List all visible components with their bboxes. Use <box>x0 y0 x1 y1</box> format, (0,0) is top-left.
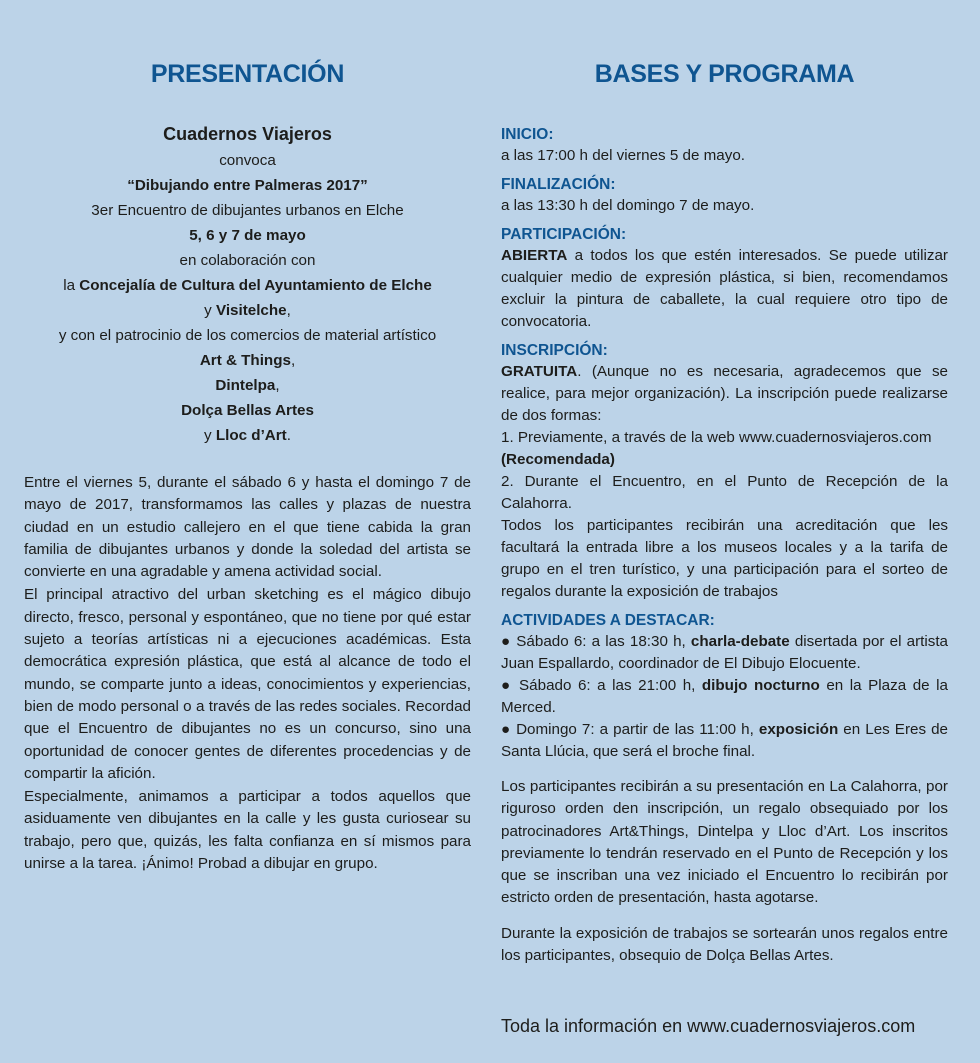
collab-text: en colaboración con <box>179 252 316 269</box>
closing-paragraph: Los participantes recibirán a su presentación en La Calahorra, por riguroso orden den inscripción, un regalo obsequiado por los patrocinadores Art&Things, Dintelpa y Lloc d’Art. Los inscritos previamente lo tendrán reservado en el Punto de Recepción y los que se inscriban una vez iniciado el Encuentro lo recibirán por estricto orden de presentación, hasta agotarse. <box>501 778 948 907</box>
comma: , <box>286 302 291 319</box>
activity-item <box>501 631 948 675</box>
organizer-name: Cuadernos Viajeros <box>163 124 332 144</box>
event-title: “Dibujando entre Palmeras 2017” <box>127 177 368 194</box>
sponsor-intro: y con el patrocinio de los comercios de material artístico <box>58 327 437 344</box>
actividades-section <box>501 611 948 763</box>
activity-detail: disertada por el artista Juan Espallardo, coordinador de El Dibujo Elocuente. <box>501 633 948 672</box>
inscripcion-text <box>501 361 948 427</box>
participacion-text <box>501 245 948 333</box>
body-paragraph: El principal atractivo del urban sketching es el mágico dibujo directo, fresco, personal y espontáneo, que no tiene por qué estar sujeto a teorías artísticas ni a ejecuciones académicas. Esta democrática expresión plástica, que está al alcance de todo el mundo, se comparte junto a ideas, conocimientos y experiencias, bien de modo personal o a través de las redes sociales. Recordad que el Encuentro de dibujantes no es un concurso, sino una oportunidad de conocer gentes de diferentes procedencias y de compartir la afición. <box>24 586 471 782</box>
sponsor-line-3 <box>24 398 471 423</box>
sponsor-line-4 <box>24 423 471 448</box>
activity-item <box>501 719 948 763</box>
period: . <box>286 427 291 444</box>
event-subtitle: 3er Encuentro de dibujantes urbanos en Elche <box>91 202 404 219</box>
participacion-rest: a todos los que estén interesados. Se puede utilizar cualquier medio de expresión plástica, si bien, recomendamos excluir la pintura de caballete, la cual requiere otro tipo de convocatoria. <box>501 247 948 330</box>
inscripcion-bold: GRATUITA <box>501 363 578 380</box>
inscripcion-option-2: 2. Durante el Encuentro, en el Punto de Recepción de la Calahorra. <box>501 473 948 512</box>
inscripcion-recommended: (Recomendada) <box>501 451 615 468</box>
comma: , <box>275 377 280 394</box>
collab-entity-line <box>24 273 471 298</box>
finalizacion-title: FINALIZACIÓN: <box>501 176 616 193</box>
presentacion-heading: PRESENTACIÓN <box>150 60 345 88</box>
finalizacion-text: a las 13:30 h del domingo 7 de mayo. <box>501 197 755 214</box>
and-text: y <box>204 427 216 444</box>
participacion-section <box>501 225 948 333</box>
comma: , <box>290 352 296 369</box>
activity-name: dibujo nocturno <box>701 677 820 694</box>
presentacion-column <box>24 56 471 876</box>
inscripcion-rest: . (Aunque no es necesaria, agradecemos que se realice, para mejor organización). La inscripción puede realizarse de dos formas: <box>501 363 948 424</box>
convoca-text: convoca <box>219 152 276 169</box>
body-paragraph: Especialmente, animamos a participar a todos aquellos que asiduamente ven dibujantes en la calle y les gusta curiosear su trabajo, pero que, quizás, les falta confianza en sí mismos para unirse a la tarea. ¡Ánimo! Probad a dibujar en grupo. <box>24 788 471 873</box>
activity-time: ● Sábado 6: a las 18:30 h, <box>501 633 691 650</box>
inscripcion-option-1: 1. Previamente, a través de la web www.cuadernosviajeros.com <box>501 429 932 446</box>
visitelche-line <box>24 298 471 323</box>
sponsor-lloc-dart: Lloc d’Art <box>215 427 287 444</box>
finalizacion-section <box>501 175 948 217</box>
inicio-text: a las 17:00 h del viernes 5 de mayo. <box>501 147 745 164</box>
sponsor-line-1 <box>24 348 471 373</box>
collab-prefix: la <box>63 277 80 294</box>
inscripcion-section <box>501 341 948 603</box>
participacion-bold: ABIERTA <box>501 247 568 264</box>
sponsor-dintelpa: Dintelpa <box>215 377 276 394</box>
body-paragraph: Entre el viernes 5, durante el sábado 6 y hasta el domingo 7 de mayo de 2017, transformamos las calles y plazas de nuestra ciudad en un estudio callejero en el que tiene cabida la gran familia de dibujantes urbanos y donde la soledad del artista se convierte en una agradable y amena actividad social. <box>24 474 471 581</box>
activity-name: charla-debate <box>690 633 790 650</box>
inscripcion-title: INSCRIPCIÓN: <box>501 342 608 359</box>
intro-block <box>24 121 471 448</box>
activity-time: ● Domingo 7: a partir de las 11:00 h, <box>501 721 759 738</box>
sponsor-line-2 <box>24 373 471 398</box>
activity-time: ● Sábado 6: a las 21:00 h, <box>501 677 702 694</box>
actividades-title: ACTIVIDADES A DESTACAR: <box>501 612 715 629</box>
inicio-section <box>501 125 948 167</box>
presentacion-body <box>24 472 471 875</box>
inicio-title: INICIO: <box>501 126 554 143</box>
participacion-title: PARTICIPACIÓN: <box>501 226 627 243</box>
sponsor-dolca: Dolça Bellas Artes <box>181 402 314 419</box>
activity-detail: en la Plaza de la Merced. <box>501 677 948 716</box>
inscripcion-note: Todos los participantes recibirán una acreditación que les facultará la entrada libre a los museos locales y a la tarifa de grupo en el tren turístico, y una participación para el sorteo de regalos durante la exposición de trabajos <box>501 517 948 600</box>
activity-name: exposición <box>758 721 839 738</box>
collab-entity: Concejalía de Cultura del Ayuntamiento de Elche <box>79 277 432 294</box>
footer-website: Toda la información en www.cuadernosviajeros.com <box>501 1016 916 1037</box>
bases-column <box>501 56 948 1039</box>
sponsor-art-things: Art & Things <box>199 352 291 369</box>
bases-heading: BASES Y PROGRAMA <box>594 60 855 88</box>
activity-item <box>501 675 948 719</box>
event-dates: 5, 6 y 7 de mayo <box>189 227 306 244</box>
visitelche: Visitelche <box>215 302 287 319</box>
and-text: y <box>204 302 216 319</box>
activity-detail: en Les Eres de Santa Llúcia, que será el broche final. <box>501 721 948 760</box>
closing-paragraph: Durante la exposición de trabajos se sortearán unos regalos entre los participantes, obsequio de Dolça Bellas Artes. <box>501 924 948 965</box>
